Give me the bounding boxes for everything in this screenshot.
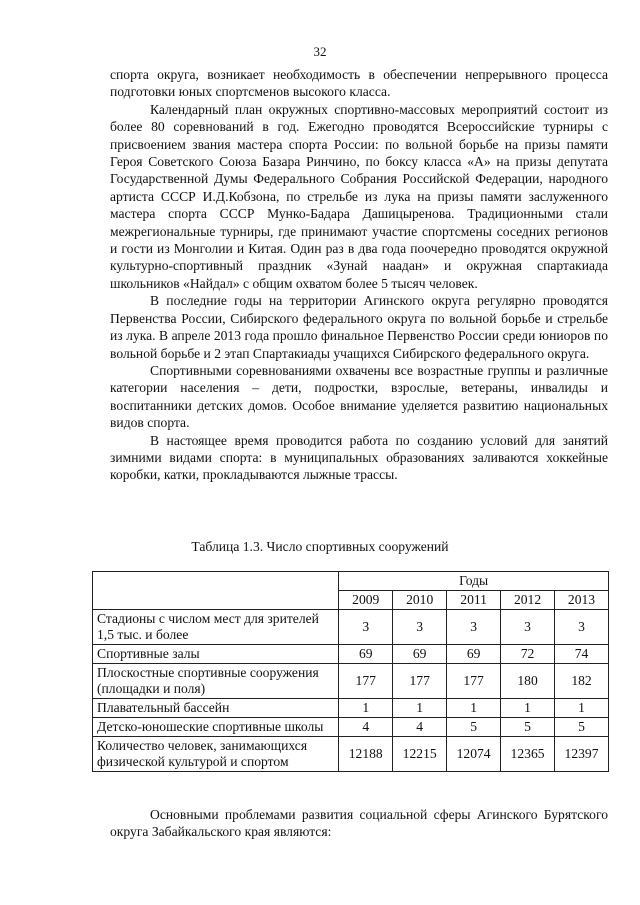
row-label: Детско-юношеские спортивные школы xyxy=(93,718,339,737)
table-cell: 12215 xyxy=(393,737,447,772)
table-caption: Таблица 1.3. Число спортивных сооружений xyxy=(191,539,449,554)
table-cell: 3 xyxy=(447,610,501,645)
row-label: Плавательный бассейн xyxy=(93,699,339,718)
table-cell: 4 xyxy=(339,718,393,737)
table-row xyxy=(93,610,609,645)
table-cell: 3 xyxy=(339,610,393,645)
table-cell: 69 xyxy=(339,645,393,664)
table-row xyxy=(93,664,609,699)
table-cell: 69 xyxy=(393,645,447,664)
table-cell: 69 xyxy=(447,645,501,664)
body-text xyxy=(110,66,608,484)
table-cell: 5 xyxy=(555,718,609,737)
row-label: Стадионы с числом мест для зрителей 1,5 тыс. и более xyxy=(93,610,339,645)
table-cell: 1 xyxy=(555,699,609,718)
table-cell: 74 xyxy=(555,645,609,664)
year-header: 2012 xyxy=(501,591,555,610)
paragraph: Календарный план окружных спортивно-массовых мероприятий состоит из более 80 соревнований в год. Ежегодно проводятся Всероссийские турниры с присвоением звания мастера спорта России: по вольной борьбе на призы памяти Героя Советского Союза Базара Ринчино, по боксу класса «А» на призы депутата Государственной Думы Федерального Собрания Российской Федерации, народного артиста СССР И.Д.Кобзона, по стрельбе из лука на призы памяти заслуженного мастера спорта СССР Мунко-Бадара Дашицыренова. Традиционными стали межрегиональные турниры, где принимают участие спортсмены соседних регионов и гости из Монголии и Китая. Один раз в два года поочередно проводятся окружной культурно-спортивный праздник «Зунай наадан» и окружная спартакиада школьников «Найдал» с общим охватом более 5 тысяч человек. xyxy=(110,101,608,291)
paragraph: В последние годы на территории Агинского округа регулярно проводятся Первенства России, Сибирского федерального округа по вольной борьбе и стрельбе из лука. В апреле 2013 года прошло финальное Первенство России среди юниоров по вольной борьбе и 2 этап Спартакиады учащихся Сибирского федерального округа. xyxy=(110,293,608,361)
table-cell: 1 xyxy=(447,699,501,718)
table-cell: 3 xyxy=(501,610,555,645)
table-cell: 5 xyxy=(447,718,501,737)
table-cell: 177 xyxy=(393,664,447,699)
closing-text xyxy=(110,806,608,841)
table-corner-cell xyxy=(93,572,339,610)
row-label: Спортивные залы xyxy=(93,645,339,664)
year-header: 2011 xyxy=(447,591,501,610)
table-cell: 1 xyxy=(393,699,447,718)
paragraph: Спортивными соревнованиями охвачены все возрастные группы и различные категории населения – дети, подростки, взрослые, ветераны, инвалиды и воспитанники детских домов. Особое внимание уделяется развитию национальных видов спорта. xyxy=(110,362,608,431)
table-cell: 12365 xyxy=(501,737,555,772)
table-cell: 182 xyxy=(555,664,609,699)
sports-facilities-table xyxy=(92,571,609,772)
paragraph: Основными проблемами развития социальной сферы Агинского Бурятского округа Забайкальского края являются: xyxy=(110,807,608,840)
years-header: Годы xyxy=(339,572,609,591)
year-header: 2013 xyxy=(555,591,609,610)
page-number: 32 xyxy=(313,44,327,59)
table-cell: 12074 xyxy=(447,737,501,772)
year-header: 2009 xyxy=(339,591,393,610)
table-cell: 72 xyxy=(501,645,555,664)
table-cell: 3 xyxy=(393,610,447,645)
table-header-row xyxy=(93,572,609,591)
table-row xyxy=(93,737,609,772)
table-cell: 180 xyxy=(501,664,555,699)
table-cell: 1 xyxy=(501,699,555,718)
table-cell: 177 xyxy=(339,664,393,699)
year-header: 2010 xyxy=(393,591,447,610)
row-label: Плоскостные спортивные сооружения (площадки и поля) xyxy=(93,664,339,699)
table-cell: 4 xyxy=(393,718,447,737)
table-cell: 3 xyxy=(555,610,609,645)
table-cell: 1 xyxy=(339,699,393,718)
table-cell: 12397 xyxy=(555,737,609,772)
table-cell: 5 xyxy=(501,718,555,737)
table-row xyxy=(93,699,609,718)
paragraph: В настоящее время проводится работа по созданию условий для занятий зимними видами спорта: в муниципальных образованиях заливаются хоккейные коробки, катки, прокладываются лыжные трассы. xyxy=(110,432,608,483)
table-row xyxy=(93,645,609,664)
paragraph: спорта округа, возникает необходимость в обеспечении непрерывного процесса подготовки юных спортсменов высокого класса. xyxy=(110,67,608,100)
row-label: Количество человек, занимающихся физической культурой и спортом xyxy=(93,737,339,772)
table-cell: 177 xyxy=(447,664,501,699)
table-cell: 12188 xyxy=(339,737,393,772)
table-row xyxy=(93,718,609,737)
